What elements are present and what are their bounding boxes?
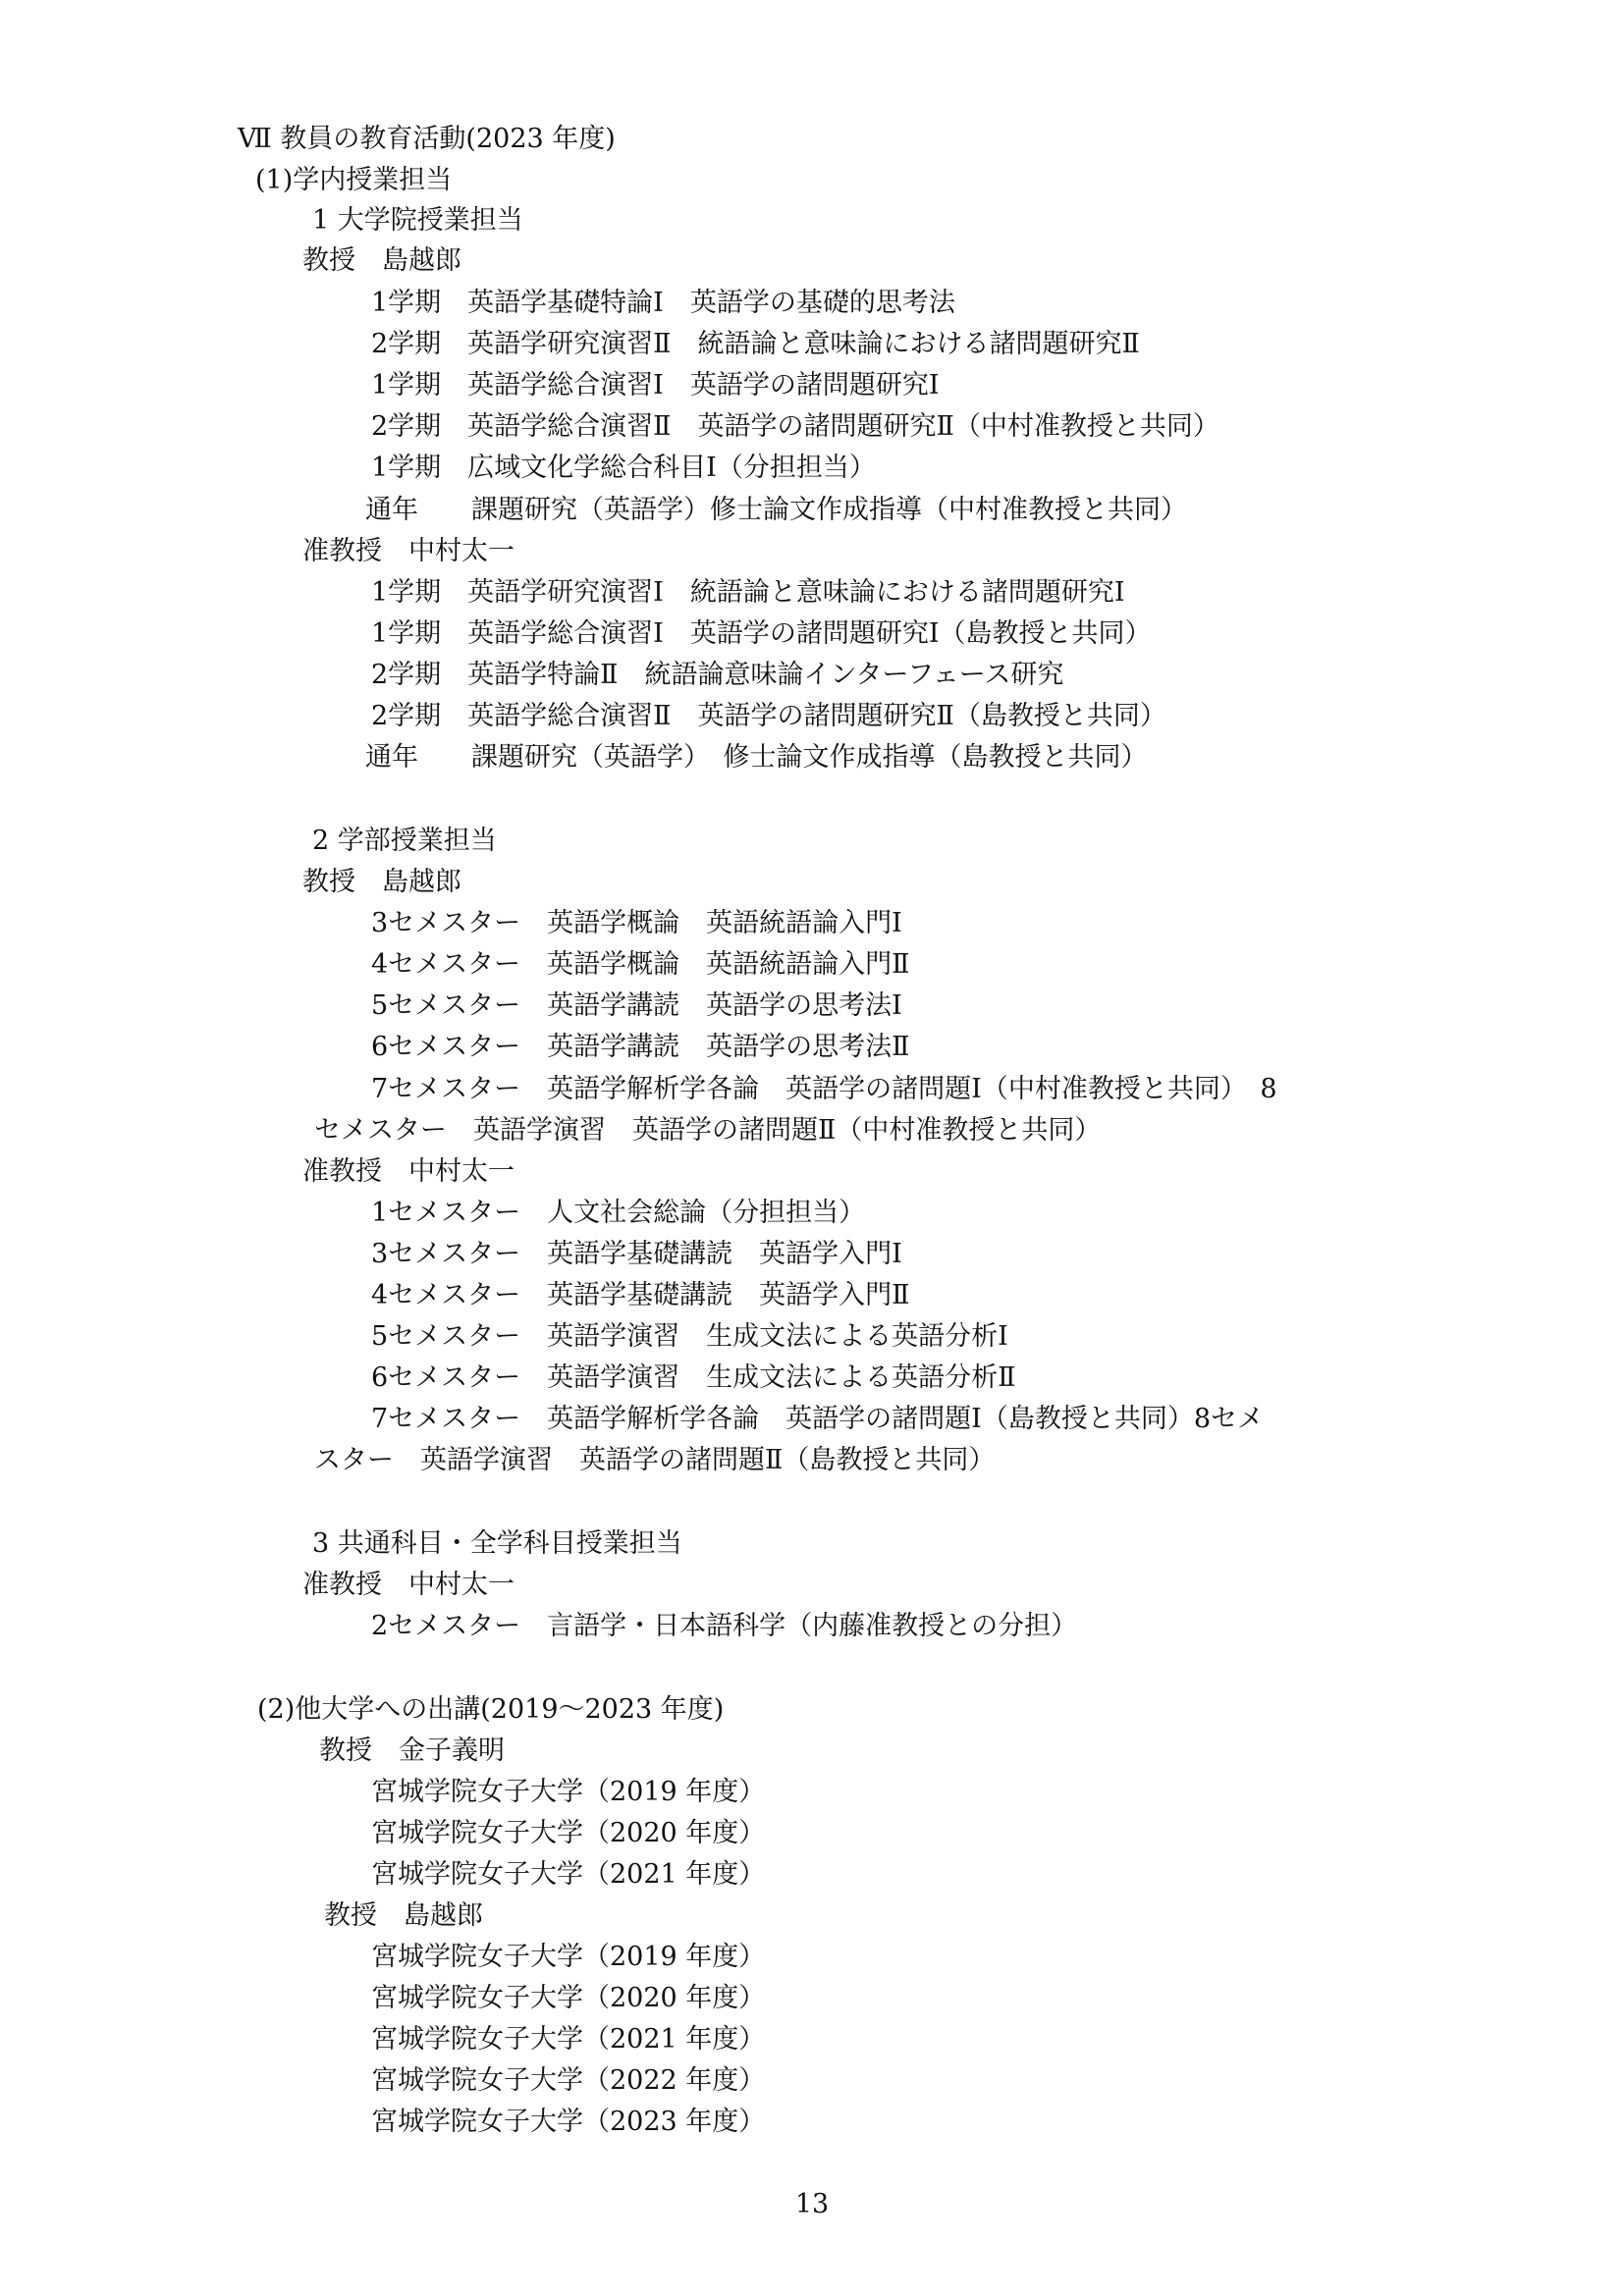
graduate-professor-course: 通年 課題研究（英語学）修士論文作成指導（中村准教授と共同） — [365, 495, 1187, 525]
graduate-associate-course: 1学期 英語学総合演習Ⅰ 英語学の諸問題研究Ⅰ（島教授と共同） — [371, 618, 1152, 649]
shima-label: 教授 島越郎 — [324, 1900, 483, 1931]
graduate-professor-course: 2学期 英語学研究演習Ⅱ 統語論と意味論における諸問題研究Ⅱ — [371, 329, 1140, 359]
kaneko-item: 宮城学院女子大学（2019 年度） — [371, 1777, 766, 1807]
undergrad-associate-label: 准教授 中村太一 — [302, 1156, 514, 1187]
graduate-professor-course: 1学期 英語学基礎特論Ⅰ 英語学の基礎的思考法 — [371, 288, 955, 318]
undergrad-professor-course: セメスター 英語学演習 英語学の諸問題Ⅱ（中村准教授と共同） — [314, 1115, 1102, 1146]
undergrad-associate-course: 1セメスター 人文社会総論（分担担当） — [371, 1198, 866, 1228]
section-heading: Ⅶ 教員の教育活動(2023 年度) — [238, 124, 616, 154]
graduate-associate-label: 准教授 中村太一 — [302, 536, 514, 566]
graduate-associate-course: 2学期 英語学特論Ⅱ 統語論意味論インターフェース研究 — [371, 660, 1064, 690]
shima-item: 宮城学院女子大学（2021 年度） — [371, 2024, 766, 2055]
kaneko-item: 宮城学院女子大学（2021 年度） — [371, 1859, 766, 1890]
graduate-professor-label: 教授 島越郎 — [302, 245, 461, 276]
graduate-professor-course: 1学期 広域文化学総合科目Ⅰ（分担担当） — [371, 453, 876, 483]
undergrad-professor-course: 6セメスター 英語学講読 英語学の思考法Ⅱ — [371, 1032, 910, 1062]
shima-item: 宮城学院女子大学（2020 年度） — [371, 1983, 766, 2013]
kaneko-label: 教授 金子義明 — [319, 1735, 505, 1766]
graduate-professor-course: 2学期 英語学総合演習Ⅱ 英語学の諸問題研究Ⅱ（中村准教授と共同） — [371, 411, 1219, 442]
undergrad-associate-course: 5セメスター 英語学演習 生成文法による英語分析Ⅰ — [371, 1321, 1008, 1352]
undergrad-heading: 2 学部授業担当 — [312, 826, 497, 856]
undergrad-professor-course: 3セメスター 英語学概論 英語統語論入門Ⅰ — [371, 908, 902, 938]
shima-item: 宮城学院女子大学（2019 年度） — [371, 1942, 766, 1972]
undergrad-professor-course: 5セメスター 英語学講読 英語学の思考法Ⅰ — [371, 990, 902, 1021]
common-associate-label: 准教授 中村太一 — [302, 1570, 514, 1600]
part1-heading: (1)学内授業担当 — [255, 165, 453, 195]
undergrad-professor-course: 4セメスター 英語学概論 英語統語論入門Ⅱ — [371, 949, 910, 980]
common-heading: 3 共通科目・全学科目授業担当 — [312, 1528, 682, 1559]
graduate-heading: 1 大学院授業担当 — [312, 205, 523, 236]
graduate-associate-course: 1学期 英語学研究演習Ⅰ 統語論と意味論における諸問題研究Ⅰ — [371, 577, 1125, 608]
undergrad-associate-course: 3セメスター 英語学基礎講読 英語学入門Ⅰ — [371, 1239, 902, 1269]
undergrad-associate-course: 6セメスター 英語学演習 生成文法による英語分析Ⅱ — [371, 1362, 1016, 1393]
undergrad-professor-label: 教授 島越郎 — [302, 867, 461, 897]
undergrad-associate-course: 4セメスター 英語学基礎講読 英語学入門Ⅱ — [371, 1280, 910, 1310]
undergrad-professor-course: 7セメスター 英語学解析学各論 英語学の諸問題Ⅰ（中村准教授と共同） 8 — [371, 1074, 1277, 1104]
kaneko-item: 宮城学院女子大学（2020 年度） — [371, 1818, 766, 1848]
shima-item: 宮城学院女子大学（2022 年度） — [371, 2065, 766, 2096]
graduate-associate-course: 2学期 英語学総合演習Ⅱ 英語学の諸問題研究Ⅱ（島教授と共同） — [371, 701, 1166, 731]
graduate-professor-course: 1学期 英語学総合演習Ⅰ 英語学の諸問題研究Ⅰ — [371, 370, 940, 400]
undergrad-associate-course: 7セメスター 英語学解析学各論 英語学の諸問題Ⅰ（島教授と共同）8セメ — [371, 1404, 1265, 1434]
page-number: 13 — [794, 2189, 830, 2219]
shima-item: 宮城学院女子大学（2023 年度） — [371, 2107, 766, 2137]
undergrad-associate-course: スター 英語学演習 英語学の諸問題Ⅱ（島教授と共同） — [314, 1445, 996, 1475]
graduate-associate-course: 通年 課題研究（英語学） 修士論文作成指導（島教授と共同） — [365, 742, 1148, 773]
part2-heading: (2)他大学への出講(2019～2023 年度) — [257, 1694, 725, 1725]
common-associate-course: 2セメスター 言語学・日本語科学（内藤准教授との分担） — [371, 1611, 1078, 1641]
